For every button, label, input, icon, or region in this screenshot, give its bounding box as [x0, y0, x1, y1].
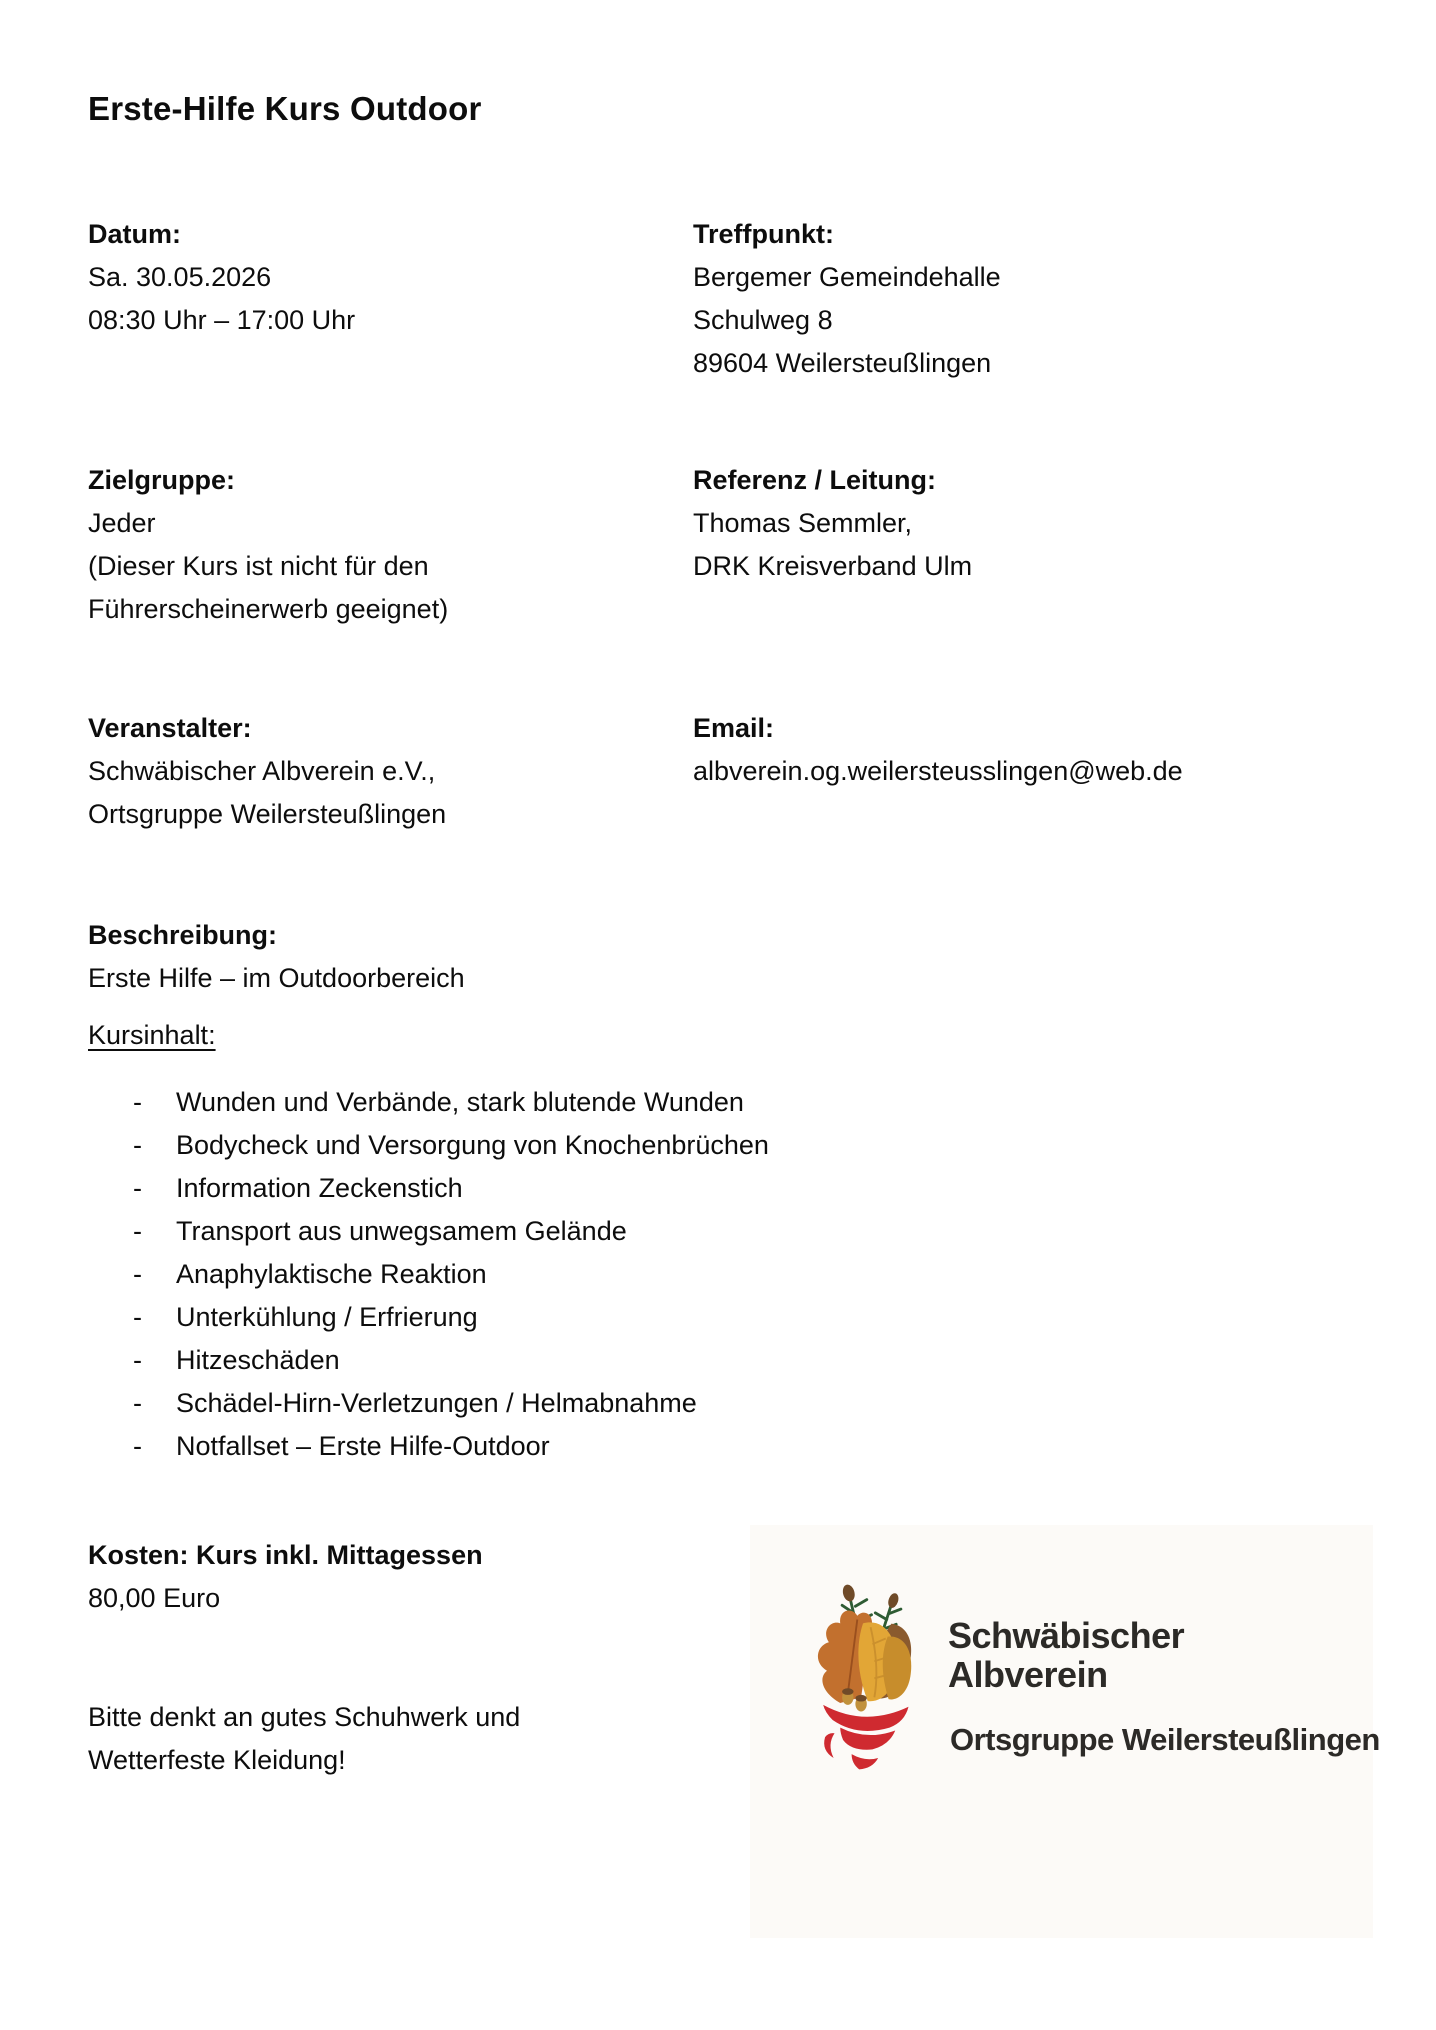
section-kursinhalt — [88, 1014, 216, 1057]
acorn-cap — [855, 1695, 866, 1702]
list-item — [133, 1382, 769, 1425]
hinweis-line: Wetterfeste Kleidung! — [88, 1745, 346, 1775]
section-kosten — [88, 1534, 483, 1620]
list-item — [133, 1253, 769, 1296]
bullet-dash: - — [133, 1087, 142, 1117]
list-item — [133, 1167, 769, 1210]
list-item-text: Anaphylaktische Reaktion — [176, 1259, 487, 1289]
treffpunkt-city: 89604 Weilersteußlingen — [693, 348, 992, 378]
treffpunkt-venue: Bergemer Gemeindehalle — [693, 262, 1001, 292]
logo-org-name — [948, 1616, 1184, 1694]
logo-subtitle: Ortsgruppe Weilersteußlingen — [950, 1722, 1380, 1757]
bullet-dash: - — [133, 1216, 142, 1246]
leaf-bouquet-icon — [808, 1577, 936, 1773]
zielgruppe-label: Zielgruppe: — [88, 465, 235, 495]
albverein-logo — [750, 1525, 1380, 1938]
bullet-dash: - — [133, 1130, 142, 1160]
logo-org-line2: Albverein — [948, 1654, 1108, 1695]
logo-org-line1: Schwäbischer — [948, 1615, 1185, 1656]
section-zielgruppe — [88, 459, 448, 631]
list-item — [133, 1081, 769, 1124]
beschreibung-label: Beschreibung: — [88, 920, 278, 950]
section-email — [693, 707, 1183, 793]
list-item — [133, 1210, 769, 1253]
section-treffpunkt — [693, 213, 1001, 385]
section-referenz — [693, 459, 972, 588]
list-item — [133, 1296, 769, 1339]
list-item-text: Hitzeschäden — [176, 1345, 340, 1375]
list-item — [133, 1339, 769, 1382]
acorn-cap — [842, 1688, 853, 1695]
zielgruppe-line: (Dieser Kurs ist nicht für den — [88, 551, 429, 581]
bullet-dash: - — [133, 1431, 142, 1461]
list-item-text: Unterkühlung / Erfrierung — [176, 1302, 478, 1332]
pine-cone — [886, 1592, 900, 1609]
list-item-text: Schädel-Hirn-Verletzungen / Helmabnahme — [176, 1388, 697, 1418]
kosten-price: 80,00 Euro — [88, 1583, 221, 1613]
kursinhalt-label: Kursinhalt: — [88, 1020, 216, 1050]
zielgruppe-line: Jeder — [88, 508, 156, 538]
list-item — [133, 1425, 769, 1468]
treffpunkt-label: Treffpunkt: — [693, 219, 834, 249]
veranstalter-line: Ortsgruppe Weilersteußlingen — [88, 799, 447, 829]
list-item-text: Notfallset – Erste Hilfe-Outdoor — [176, 1431, 550, 1461]
veranstalter-line: Schwäbischer Albverein e.V., — [88, 756, 436, 786]
bullet-dash: - — [133, 1259, 142, 1289]
beschreibung-text: Erste Hilfe – im Outdoorbereich — [88, 963, 465, 993]
pine-cone — [841, 1583, 856, 1602]
datum-time: 08:30 Uhr – 17:00 Uhr — [88, 305, 356, 335]
hinweis-line: Bitte denkt an gutes Schuhwerk und — [88, 1702, 521, 1732]
page-title: Erste-Hilfe Kurs Outdoor — [88, 90, 482, 127]
email-label: Email: — [693, 713, 775, 743]
zielgruppe-line: Führerscheinerwerb geeignet) — [88, 594, 449, 624]
bullet-dash: - — [133, 1302, 142, 1332]
bullet-dash: - — [133, 1345, 142, 1375]
datum-date: Sa. 30.05.2026 — [88, 262, 272, 292]
veranstalter-label: Veranstalter: — [88, 713, 252, 743]
section-hinweis — [88, 1696, 520, 1782]
list-item — [133, 1124, 769, 1167]
list-item-text: Information Zeckenstich — [176, 1173, 463, 1203]
referenz-name: Thomas Semmler, — [693, 508, 913, 538]
list-item-text: Wunden und Verbände, stark blutende Wunden — [176, 1087, 744, 1117]
referenz-org: DRK Kreisverband Ulm — [693, 551, 973, 581]
kosten-label: Kosten: Kurs inkl. Mittagessen — [88, 1540, 483, 1570]
list-item-text: Transport aus unwegsamem Gelände — [176, 1216, 627, 1246]
datum-label: Datum: — [88, 219, 181, 249]
list-item-text: Bodycheck und Versorgung von Knochenbrüchen — [176, 1130, 769, 1160]
section-beschreibung — [88, 914, 465, 1000]
bullet-dash: - — [133, 1388, 142, 1418]
bullet-dash: - — [133, 1173, 142, 1203]
section-veranstalter — [88, 707, 446, 836]
treffpunkt-street: Schulweg 8 — [693, 305, 833, 335]
referenz-label: Referenz / Leitung: — [693, 465, 937, 495]
section-datum — [88, 213, 355, 342]
ribbon — [823, 1705, 908, 1769]
kursinhalt-list — [133, 1081, 769, 1468]
email-address: albverein.og.weilersteusslingen@web.de — [693, 756, 1183, 786]
